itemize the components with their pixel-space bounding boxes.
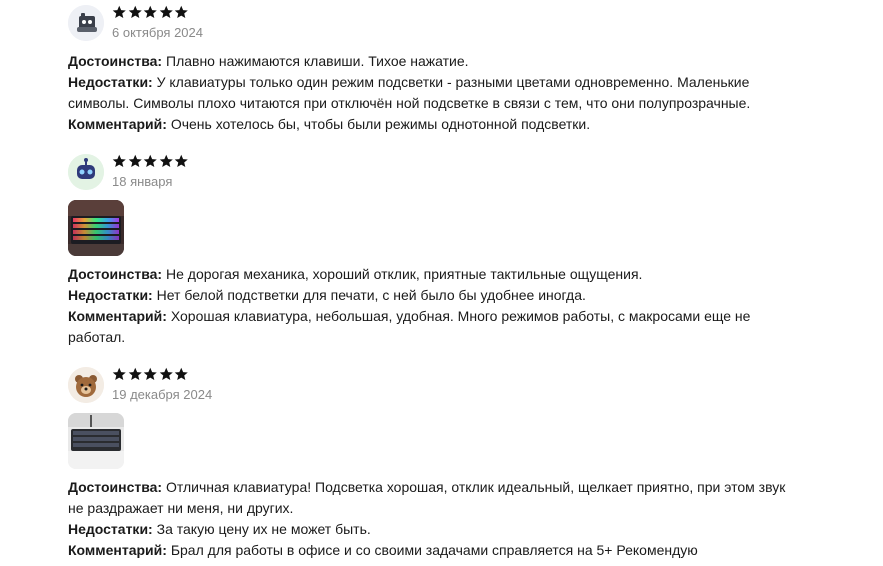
cons-paragraph xyxy=(68,519,788,540)
user-avatar[interactable] xyxy=(68,5,104,41)
robot-face-icon xyxy=(68,154,104,190)
star-icon xyxy=(143,154,158,169)
user-avatar[interactable] xyxy=(68,154,104,190)
user-avatar[interactable] xyxy=(68,367,104,403)
bear-icon xyxy=(68,367,104,403)
star-icon xyxy=(112,367,127,382)
pros-paragraph xyxy=(68,264,788,285)
rating-stars xyxy=(112,5,189,23)
pros-paragraph xyxy=(68,477,788,519)
star-icon xyxy=(174,154,189,169)
pros-label: Достоинства: xyxy=(68,479,163,495)
star-icon xyxy=(159,5,174,20)
star-icon xyxy=(159,367,174,382)
review-date: 6 октября 2024 xyxy=(112,25,203,40)
star-icon xyxy=(143,5,158,20)
comment-text: Хорошая клавиатура, небольшая, удобная. Много режимов работы, с макросами еще не работал. xyxy=(68,308,751,345)
review-text xyxy=(68,51,788,135)
cons-text: За такую цену их не может быть. xyxy=(156,521,371,537)
star-icon xyxy=(128,367,143,382)
cons-text: У клавиатуры только один режим подсветки - разными цветами одновременно. Маленькие символы. Символы плохо читаются при отключён ной подсветке в связи с тем, что они полупрозрачные. xyxy=(68,74,751,111)
pros-text: Отличная клавиатура! Подсветка хорошая, отклик идеальный, щелкает приятно, при этом звук не раздражает ни меня, ни других. xyxy=(68,479,786,516)
robot-vacuum-icon xyxy=(68,5,104,41)
review-date: 18 января xyxy=(112,174,173,189)
pros-text: Плавно нажимаются клавиши. Тихое нажатие. xyxy=(166,53,469,69)
review-date: 19 декабря 2024 xyxy=(112,387,213,402)
keyboard-photo xyxy=(68,413,124,469)
star-icon xyxy=(174,5,189,20)
pros-text: Не дорогая механика, хороший отклик, приятные тактильные ощущения. xyxy=(166,266,643,282)
comment-label: Комментарий: xyxy=(68,116,167,132)
comment-paragraph xyxy=(68,540,788,561)
star-icon xyxy=(159,154,174,169)
cons-paragraph xyxy=(68,72,768,114)
cons-label: Недостатки: xyxy=(68,287,153,303)
pros-label: Достоинства: xyxy=(68,266,163,282)
cons-label: Недостатки: xyxy=(68,74,153,90)
pros-label: Достоинства: xyxy=(68,53,163,69)
star-icon xyxy=(128,154,143,169)
rating-stars xyxy=(112,367,189,385)
cons-text: Нет белой подстветки для печати, с ней было бы удобнее иногда. xyxy=(156,287,586,303)
comment-label: Комментарий: xyxy=(68,542,167,558)
review-text xyxy=(68,264,788,348)
star-icon xyxy=(128,5,143,20)
comment-paragraph xyxy=(68,114,788,135)
review-text xyxy=(68,477,788,561)
star-icon xyxy=(112,5,127,20)
star-icon xyxy=(112,154,127,169)
review-photo[interactable] xyxy=(68,413,124,469)
rgb-keyboard-photo xyxy=(68,200,124,256)
star-icon xyxy=(174,367,189,382)
review-photo[interactable] xyxy=(68,200,124,256)
comment-text: Очень хотелось бы, чтобы были режимы однотонной подсветки. xyxy=(170,116,591,132)
cons-paragraph xyxy=(68,285,788,306)
comment-label: Комментарий: xyxy=(68,308,167,324)
star-icon xyxy=(143,367,158,382)
comment-paragraph xyxy=(68,306,758,348)
comment-text: Брал для работы в офисе и со своими задачами справляется на 5+ Рекомендую xyxy=(170,542,698,558)
rating-stars xyxy=(112,154,189,172)
cons-label: Недостатки: xyxy=(68,521,153,537)
pros-paragraph xyxy=(68,51,788,72)
